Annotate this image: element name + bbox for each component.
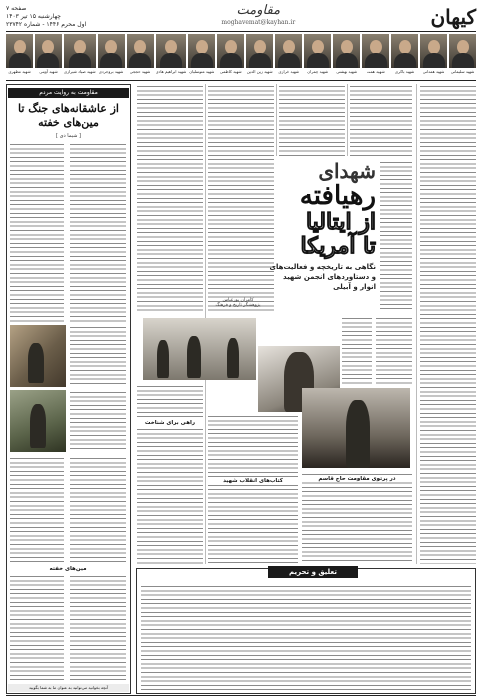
martyr-card[interactable] (420, 34, 447, 78)
mid-boldhead-3: در پرتوی مقاومت حاج قاسم (302, 476, 412, 482)
martyr-photo (6, 34, 33, 68)
martyr-photo (188, 34, 215, 68)
bottom-tag: تعلیق و تحریم (268, 566, 358, 578)
martyr-card[interactable] (217, 34, 244, 78)
martyr-name: شهید کاظمی (219, 69, 242, 74)
headline-kicker: شهدای (318, 159, 376, 183)
mid-text-col-10 (342, 316, 372, 386)
left-text-col-c (70, 325, 126, 387)
martyr-photo (246, 34, 273, 68)
martyr-name: شهید چمران (307, 69, 329, 74)
header-rule (6, 31, 476, 32)
left-footer-note: آنچه بخوانید می‌توانید به عنوان ما به شما بگویید (8, 684, 129, 692)
page-label: صفحه ۷ (6, 5, 27, 12)
martyr-name: شهید همدانی (422, 69, 445, 74)
martyr-name: شهید زین الدین (246, 69, 273, 74)
page-info (6, 5, 86, 29)
martyr-card[interactable] (275, 34, 302, 78)
section-site: moghavemat@kayhan.ir (221, 19, 296, 26)
martyr-name: شهید همت (366, 69, 385, 74)
byline-name: کامران پورعباس (222, 298, 254, 303)
bottom-text (141, 584, 471, 690)
martyr-card[interactable] (304, 34, 331, 78)
strip-rule (6, 80, 476, 81)
martyr-card[interactable] (64, 34, 96, 78)
section-name: مقاومت (236, 3, 281, 18)
byline-sub: پژوهشگر تاریخ و فرهنگ (215, 303, 261, 308)
page-bottom-rule (6, 695, 476, 696)
martyr-photo (304, 34, 331, 68)
left-tag: مقاومت به روایت مردم (8, 88, 129, 98)
exhibition-photo[interactable] (143, 318, 256, 380)
martyr-name: شهید حججی (129, 69, 151, 74)
martyr-photo (420, 34, 447, 68)
left-text-col-a (10, 142, 64, 322)
mid-text-col-8 (302, 472, 412, 564)
right-text-col (420, 84, 476, 564)
col-rule (347, 84, 348, 156)
mid-text-col-3 (279, 84, 345, 156)
issue-line: اول محرم ۱۴۴۶ - شماره ۲۳۷۴۲ (6, 21, 87, 28)
photo-figure (157, 340, 169, 378)
left-text-col-f (70, 456, 126, 564)
mid-boldhead-2: کتاب‌های انقلاب شهید (208, 478, 298, 484)
martyr-photo (449, 34, 476, 68)
martyr-photo (217, 34, 244, 68)
martyr-card[interactable] (35, 34, 62, 78)
section-logo (221, 5, 295, 29)
martyr-name: شهید صیاد شیرازی (63, 69, 96, 74)
left-photo-1[interactable] (10, 325, 66, 387)
brand-logo[interactable]: کیهان (430, 5, 476, 29)
headline-outline-1: از ایتالیا (305, 209, 376, 235)
mid-text-col-6 (137, 384, 203, 564)
date-line: چهارشنبه ۱۵ تیر ۱۴۰۳ (6, 13, 61, 20)
martyr-card[interactable] (333, 34, 360, 78)
photo-figure (187, 336, 201, 378)
mid-text-col-1 (137, 84, 203, 314)
photo-figure (346, 400, 370, 468)
martyr-photo (156, 34, 187, 68)
martyr-card[interactable] (391, 34, 418, 78)
martyr-name: شهید متوسلیان (189, 69, 215, 74)
martyr-name: شهید باکری (394, 69, 415, 74)
martyr-photo (333, 34, 360, 68)
martyr-photo (275, 34, 302, 68)
feature-headline[interactable] (268, 160, 376, 310)
left-photo-2[interactable] (10, 390, 66, 452)
martyr-photo (35, 34, 62, 68)
martyr-photo (98, 34, 125, 68)
martyr-name: شهید آوینی (39, 69, 58, 74)
martyr-name: شهید بروجردی (98, 69, 124, 74)
martyr-photo (127, 34, 154, 68)
martyrs-strip (6, 34, 476, 78)
martyr-card[interactable] (127, 34, 154, 78)
left-text-col-h (70, 574, 126, 680)
photo-figure (227, 338, 239, 378)
speech-photo[interactable] (302, 388, 410, 468)
col-rule (276, 84, 277, 156)
headline-outline-2: تا آمریکا (300, 233, 376, 259)
left-subhead: مین‌های خفته (49, 566, 87, 572)
martyr-card[interactable] (98, 34, 125, 78)
martyr-card[interactable] (188, 34, 215, 78)
mid-boldhead-1: راهی برای شناخت (137, 420, 203, 426)
mid-text-col-9 (376, 316, 412, 386)
martyr-name: شهید ابراهیم هادی (155, 69, 187, 74)
martyr-card[interactable] (246, 34, 273, 78)
mid-text-col-4 (350, 84, 412, 156)
headline-main: رهیافته (299, 181, 376, 211)
page-header (6, 4, 476, 30)
martyr-photo (64, 34, 96, 68)
feature-byline (208, 298, 268, 308)
left-text-col-e (10, 456, 64, 564)
martyr-name: شهید مطهری (8, 69, 31, 74)
martyr-name: شهید بهشتی (336, 69, 358, 74)
photo-figure (30, 404, 46, 448)
left-text-col-g (10, 574, 64, 680)
left-title[interactable]: از عاشقانه‌های جنگ تا مین‌های خفته (17, 102, 119, 129)
martyr-card[interactable] (6, 34, 33, 78)
martyr-card[interactable] (156, 34, 187, 78)
martyr-name: شهید سلیمانی (450, 69, 475, 74)
mid-text-col-5 (380, 160, 412, 310)
col-rule (416, 84, 417, 564)
left-author: [ شیما دی ] (56, 133, 81, 139)
martyr-photo (391, 34, 418, 68)
headline-deck: نگاهی به تاریخچه و فعالیت‌های و دستاوردهای انجمن شهید انوار و آبیلی (269, 263, 376, 291)
left-text-col-d (70, 390, 126, 452)
left-text-col-b (70, 142, 126, 322)
martyr-card[interactable] (449, 34, 476, 78)
martyr-photo (362, 34, 389, 68)
martyr-name: شهید خرازی (278, 69, 300, 74)
martyr-card[interactable] (362, 34, 389, 78)
photo-figure (28, 343, 44, 383)
